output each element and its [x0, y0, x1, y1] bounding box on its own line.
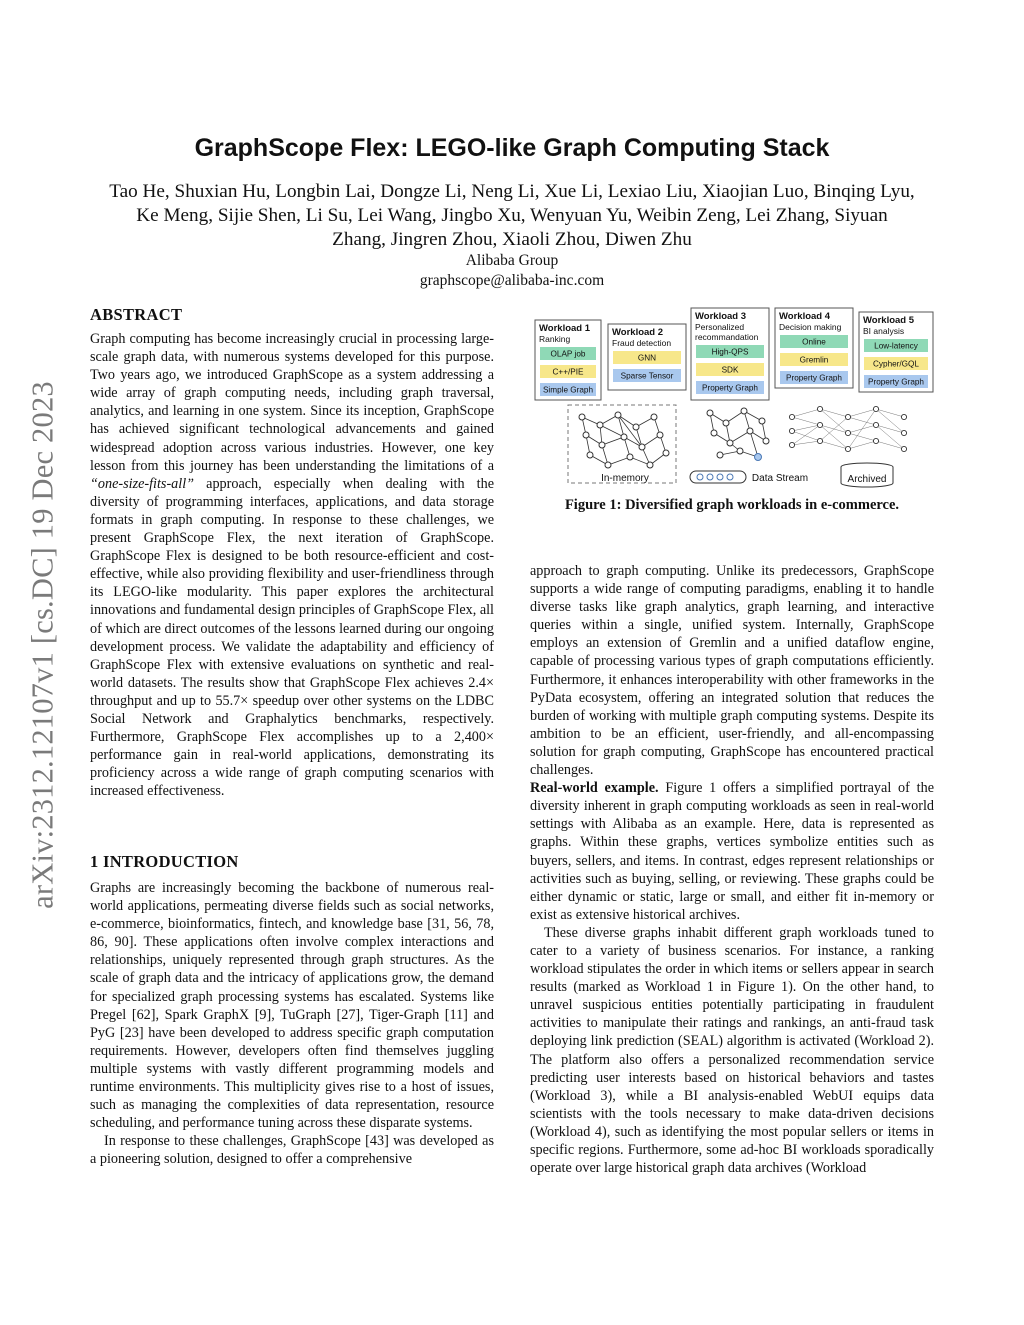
introduction-body: [90, 879, 494, 1169]
intro-paragraph-1: Graphs are increasingly becoming the backbone of numerous real-world applications, permeating diverse fields such as social networks, e-commerce, bioinformatics, fintech, and knowledge base [31, 56, 78, 86, 90]. These applications often involve complex interactions and relationships, uniquely represented through graph structures. As the scale of graph data and the intricacy of applications grow, the demand for specialized graph processing systems has escalated. Systems like Pregel [62], Spark GraphX [9], TuGraph [27], Tiger-Graph [11] and PyG [23] have been developed to address specific graph computation requirements. However, developers often find themselves juggling multiple systems with vastly different programming models and runtime environments. This multiplicity gives rise to a host of issues, such as managing the complexities of data representation, resource scheduling, and performance tuning across these disparate systems.: [90, 880, 494, 1132]
workload-tag: Property Graph: [702, 383, 758, 393]
abstract-body: [90, 330, 494, 800]
workload-tag: Cypher/GQL: [873, 359, 919, 369]
arxiv-sidebar: [18, 350, 68, 940]
workload-box-4: [775, 308, 853, 388]
workload-desc: Personalized: [695, 322, 745, 332]
archived-label: Archived: [847, 474, 887, 485]
right-paragraph-2: Figure 1 offers a simplified portrayal of the diversity inherent in graph computing workloads as seen in real-world settings with Alibaba as an example. Here, data is represented as graphs. Within these graphs, vertices symbolize entities such as buyers, sellers, and items. In contrast, edges represent relationships or activities such as buying, selling, or reviewing. These graphs could be either dynamic or static, large or small, and either fit in-memory or exist as extensive historical archives.: [530, 780, 934, 923]
abstract-heading: ABSTRACT: [90, 305, 183, 324]
workload-tag: Property Graph: [868, 377, 924, 387]
data-stream-label: Data Stream: [751, 473, 809, 484]
introduction-heading: 1 INTRODUCTION: [90, 852, 239, 871]
real-world-example-lead: Real-world example.: [530, 780, 659, 797]
workload-title: Workload 2: [612, 327, 664, 338]
workload-desc-2: recommandation: [695, 332, 759, 342]
workload-desc: Decision making: [779, 322, 842, 332]
workload-title: Workload 4: [779, 311, 831, 322]
workload-tag: Gremlin: [799, 355, 829, 365]
workload-title: Workload 1: [539, 323, 591, 334]
workload-title: Workload 3: [695, 311, 747, 322]
abstract-text-b: approach, especially when dealing with the diversity of programming interfaces, applications, and data storage formats in graph computing. In response to these challenges, we present GraphScope Flex, the next iteration of GraphScope. GraphScope Flex is designed to be both resource-efficient and cost-effective, while also providing flexibility and user-friendliness through its LEGO-like modularity. This paper explores the architectural innovations and fundamental design principles of GraphScope Flex, all of which are direct outcomes of the lessons learned during our ongoing development process. We validate the adaptability and efficiency of GraphScope Flex with extensive evaluations on synthetic and real-world datasets. The results show that GraphScope Flex achieves 2.4× throughput and up to 55.7× speedup over other systems on the LDBC Social Network and Graphalytics benchmarks, respectively. Furthermore, GraphScope Flex accomplishes up to a 2,400× performance gain in real-world applications, demonstrating its proficiency across a wide range of graph computing scenarios with increased effectiveness.: [90, 475, 494, 800]
abstract-paragraph: [90, 330, 494, 800]
right-column-body: [530, 562, 934, 1177]
in-memory-graph: [568, 405, 676, 484]
email: graphscope@alibaba-inc.com: [419, 272, 605, 289]
abstract-emphasis: “one-size-fits-all”: [90, 475, 195, 492]
workload-tag: SDK: [721, 365, 739, 375]
workload-box-3: [691, 308, 769, 400]
figure-1: [530, 305, 940, 490]
stream-node: [755, 454, 762, 461]
workload-tag: OLAP job: [550, 349, 586, 359]
arxiv-identifier: arXiv:2312.12107v1 [cs.DC] 19 Dec 2023: [25, 381, 60, 909]
affiliation: Alibaba Group: [465, 252, 559, 269]
workload-title: Workload 5: [863, 315, 915, 326]
authors-line-3: Zhang, Jingren Zhou, Xiaoli Zhou, Diwen Zhu: [332, 229, 692, 250]
right-paragraph-3: These diverse graphs inhabit different graph workloads tuned to cater to a variety of business scenarios. For instance, a ranking workload stipulates the order in which items or sellers appear in search results (marked as Workload 1 in Figure 1). On the other hand, to unravel suspicious entities potentially participating in fraudulent activities to manipulate their ratings and rankings, an anti-fraud task deploying link prediction (SEAL) algorithm is activated (Workload 2). The platform also offers a personalized recommendation service predicting user interests based on historical behaviors and tastes (Workload 3), while a BI analysis-enabled WebUI equips data scientists with the tools necessary to make data-driven decisions (Workload 4), such as identifying the most popular sellers or items in specific regions. Furthermore, some ad-hoc BI workloads sporadically operate over large historical graph data archives (Workload: [530, 924, 934, 1177]
workload-desc: BI analysis: [863, 326, 905, 336]
author-list: [100, 180, 924, 252]
workload-tag: Simple Graph: [542, 385, 594, 395]
figure-caption: Figure 1: Diversified graph workloads in e-commerce.: [564, 497, 900, 513]
workload-desc: Ranking: [539, 334, 571, 344]
in-memory-label: In-memory: [601, 473, 649, 484]
workload-tag: C++/PIE: [552, 367, 584, 377]
workload-desc: Fraud detection: [612, 338, 672, 348]
workload-box-5: [859, 312, 933, 392]
workload-tag: GNN: [637, 353, 657, 363]
workload-tag: Low-latency: [874, 341, 918, 351]
intro-paragraph-2: In response to these challenges, GraphScope [43] was developed as a pioneering solution, designed to offer a comprehensive: [90, 1133, 494, 1168]
workload-tag: Property Graph: [786, 373, 842, 383]
authors-line-2: Ke Meng, Sijie Shen, Li Su, Lei Wang, Jingbo Xu, Wenyuan Yu, Weibin Zeng, Lei Zhang, Siyuan: [136, 205, 888, 226]
workload-box-1: [535, 320, 601, 400]
authors-line-1: Tao He, Shuxian Hu, Longbin Lai, Dongze Li, Neng Li, Xue Li, Lexiao Liu, Xiaojian Luo, Binqing Lyu,: [109, 181, 915, 202]
workload-box-2: [608, 324, 686, 390]
workload-tag: High-QPS: [711, 347, 749, 357]
workload-tag: Sparse Tensor: [620, 371, 674, 381]
right-paragraph-1: approach to graph computing. Unlike its predecessors, GraphScope supports a wide range of computing paradigms, enabling it to handle diverse tasks like graph analytics, graph learning, and interactive queries within a single, unified system. Internally, GraphScope employs an extension of Gremlin and a unified dataflow engine, capable of processing various types of graph computations efficiently. Furthermore, it enhances interoperability with other frameworks in the PyData ecosystem, offering an integrated solution that reduces the burden of working with multiple graph computing systems. Despite its ambition to be an efficient, user-friendly, and all-encompassing solution for graph computing, GraphScope has encountered practical challenges.: [530, 563, 934, 779]
paper-title: GraphScope Flex: LEGO-like Graph Computing Stack: [194, 134, 830, 162]
abstract-text-a: Graph computing has become increasingly crucial in processing large-scale graph data, with numerous systems developed for this purpose. Two years ago, we introduced GraphScope as a system addressing a wide array of graph computing needs, including graph traversal, analytics, and learning in one system. Since its inception, GraphScope has achieved significant technological advancements and gained widespread adoption across various industries. However, one key lesson from this journey has been understanding the limitations of a: [90, 331, 494, 474]
workload-tag: Online: [802, 337, 826, 347]
